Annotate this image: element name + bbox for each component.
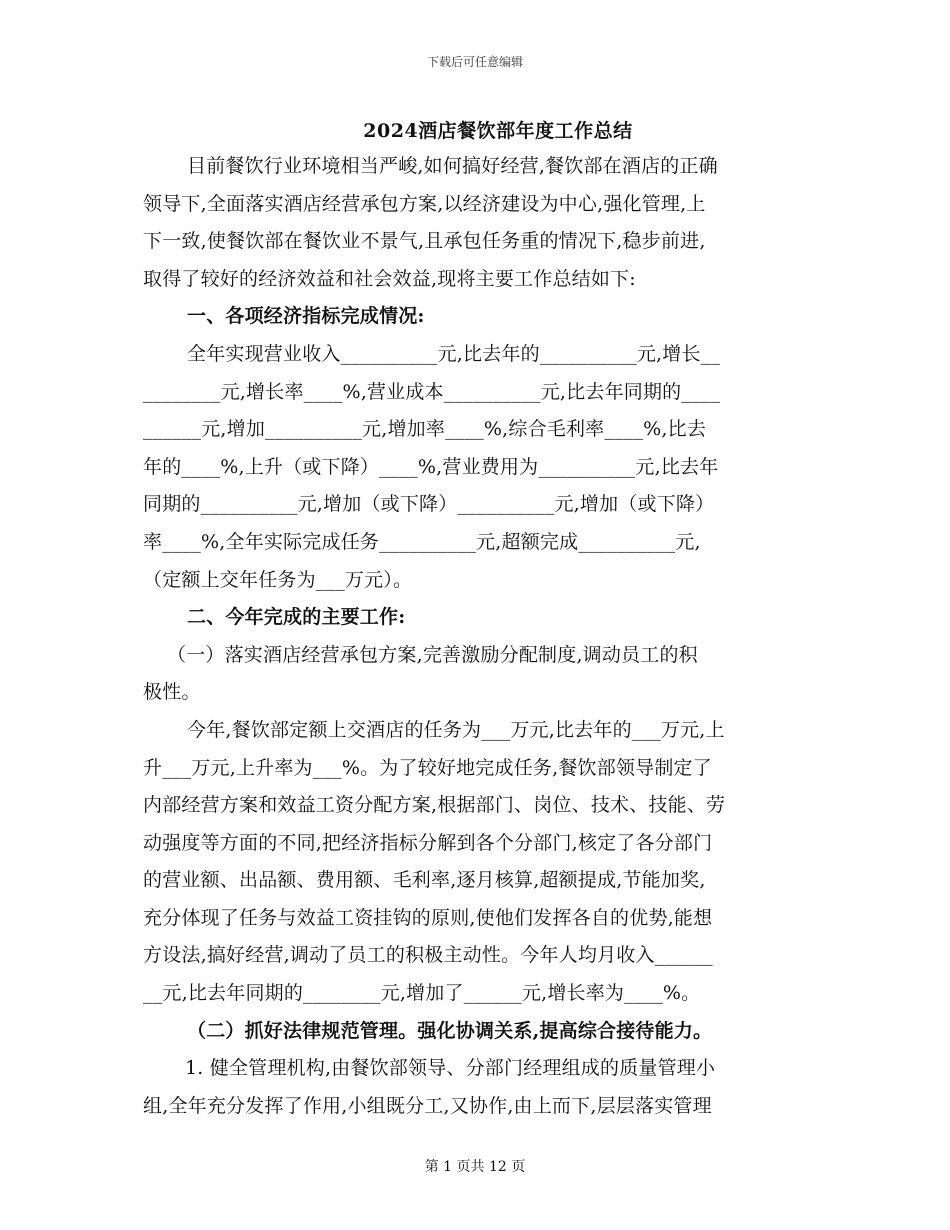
section-heading: 二、今年完成的主要工作: [187,606,406,629]
paragraph-line: 1. 健全管理机构,由餐饮部领导、分部门经理组成的质量管理小 [185,1057,716,1080]
page-footer: 第 1 页共 12 页 [424,1159,526,1175]
subsection-heading: （一）落实酒店经营承包方案,完善激励分配制度,调动员工的积 [167,643,698,666]
paragraph-line: 内部经营方案和效益工资分配方案,根据部门、岗位、技术、技能、劳 [143,794,726,817]
paragraph-line: 今年,餐饮部定额上交酒店的任务为___万元,比去年的___万元,上 [187,718,725,741]
subsection-heading: （二）抓好法律规范管理。强化协调关系,提高综合接待能力。 [187,1019,713,1042]
paragraph-line: 领导下,全面落实酒店经营承包方案,以经济建设为中心,强化管理,上 [143,192,706,215]
paragraph-line: ______元,增加__________元,增加率____%,综合毛利率____%,比去 [143,418,707,441]
section-heading: 一、各项经济指标完成情况: [187,305,425,328]
paragraph-line: 升___万元,上升率为___%。为了较好地完成任务,餐饮部领导制定了 [143,756,712,779]
paragraph-line: 年的____%,上升（或下降）____%,营业费用为__________元,比去年 [143,455,719,478]
paragraph-line: 全年实现营业收入__________元,比去年的__________元,增长__ [187,342,721,365]
paragraph-line: 组,全年充分发挥了作用,小组既分工,又协作,由上而下,层层落实管理 [143,1094,712,1117]
paragraph-line: 动强度等方面的不同,把经济指标分解到各个分部门,核定了各分部门 [143,831,713,854]
paragraph-line: __元,比去年同期的________元,增加了______元,增长率为____%。 [143,982,701,1005]
document-title: 2024酒店餐饮部年度工作总结 [363,120,633,142]
page-header: 下载后可任意编辑 [426,55,523,69]
paragraph-line: 充分体现了任务与效益工资挂钩的原则,使他们发挥各自的优势,能想 [143,906,713,929]
paragraph-line: 下一致,使餐饮部在餐饮业不景气,且承包任务重的情况下,稳步前进, [143,230,706,253]
paragraph-line: 极性。 [143,681,201,704]
paragraph-line: 同期的__________元,增加（或下降）__________元,增加（或下降） [143,493,715,516]
paragraph-line: ________元,增长率____%,营业成本__________元,比去年同期的____ [143,380,721,403]
paragraph-line: 目前餐饮行业环境相当严峻,如何搞好经营,餐饮部在酒店的正确 [187,155,718,177]
paragraph-line: 的营业额、出品额、费用额、毛利率,逐月核算,超额提成,节能加奖, [143,869,706,892]
paragraph-line: （定额上交年任务为___万元）。 [143,568,413,591]
document-body [143,148,807,1125]
paragraph-line: 取得了较好的经济效益和社会效益,现将主要工作总结如下: [143,267,636,290]
paragraph-line: 率____%,全年实际完成任务__________元,超额完成__________元, [143,530,701,553]
paragraph-line: 方设法,搞好经营,调动了员工的积极主动性。今年人均月收入______ [143,944,713,967]
